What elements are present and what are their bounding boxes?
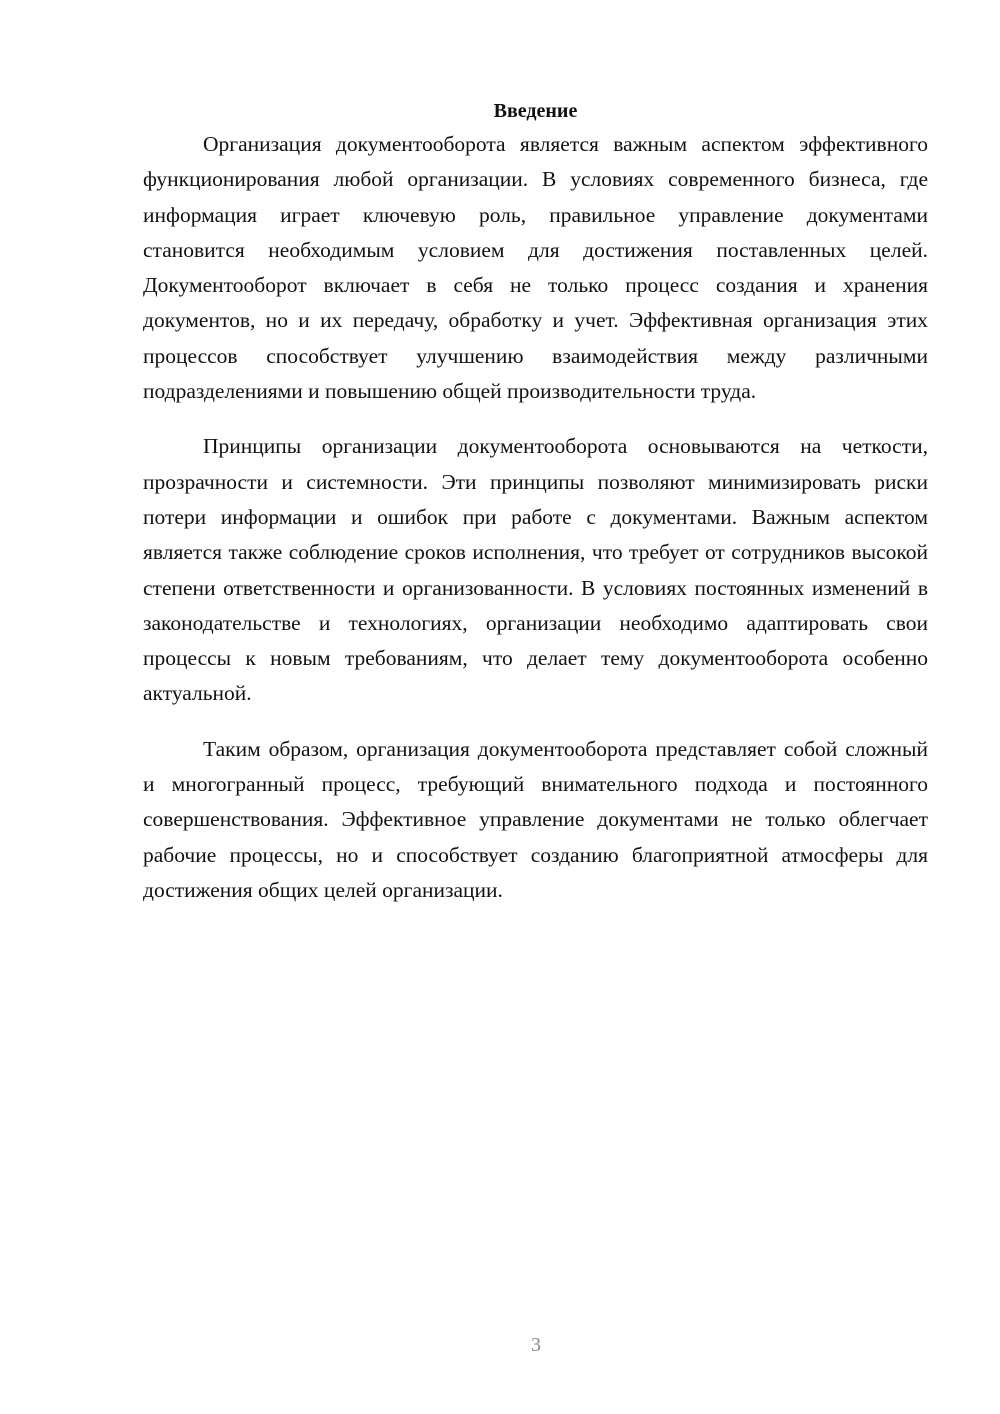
page-content: [143, 95, 928, 908]
paragraph-3: Таким образом, организация документооборота представляет собой сложный и многогранный процесс, требующий внимательного подхода и постоянного совершенствования. Эффективное управление документами не только облегчает рабочие процессы, но и способствует созданию благоприятной атмосферы для достижения общих целей организации.: [143, 736, 928, 902]
paragraph-1: Организация документооборота является важным аспектом эффективного функционирования любой организации. В условиях современного бизнеса, где информация играет ключевую роль, правильное управление документами становится необходимым условием для достижения поставленных целей. Документооборот включает в себя не только процесс создания и хранения документов, но и их передачу, обработку и учет. Эффективная организация этих процессов способствует улучшению взаимодействия между различными подразделениями и повышению общей производительности труда.: [143, 132, 928, 404]
page-number: 3: [531, 1334, 541, 1356]
section-heading: Введение: [493, 100, 578, 122]
paragraph-2: Принципы организации документооборота основываются на четкости, прозрачности и системности. Эти принципы позволяют минимизировать риски потери информации и ошибок при работе с документами. Важным аспектом является также соблюдение сроков исполнения, что требует от сотрудников высокой степени ответственности и организованности. В условиях постоянных изменений в законодательстве и технологиях, организации необходимо адаптировать свои процессы к новым требованиям, что делает тему документооборота особенно актуальной.: [143, 434, 928, 706]
